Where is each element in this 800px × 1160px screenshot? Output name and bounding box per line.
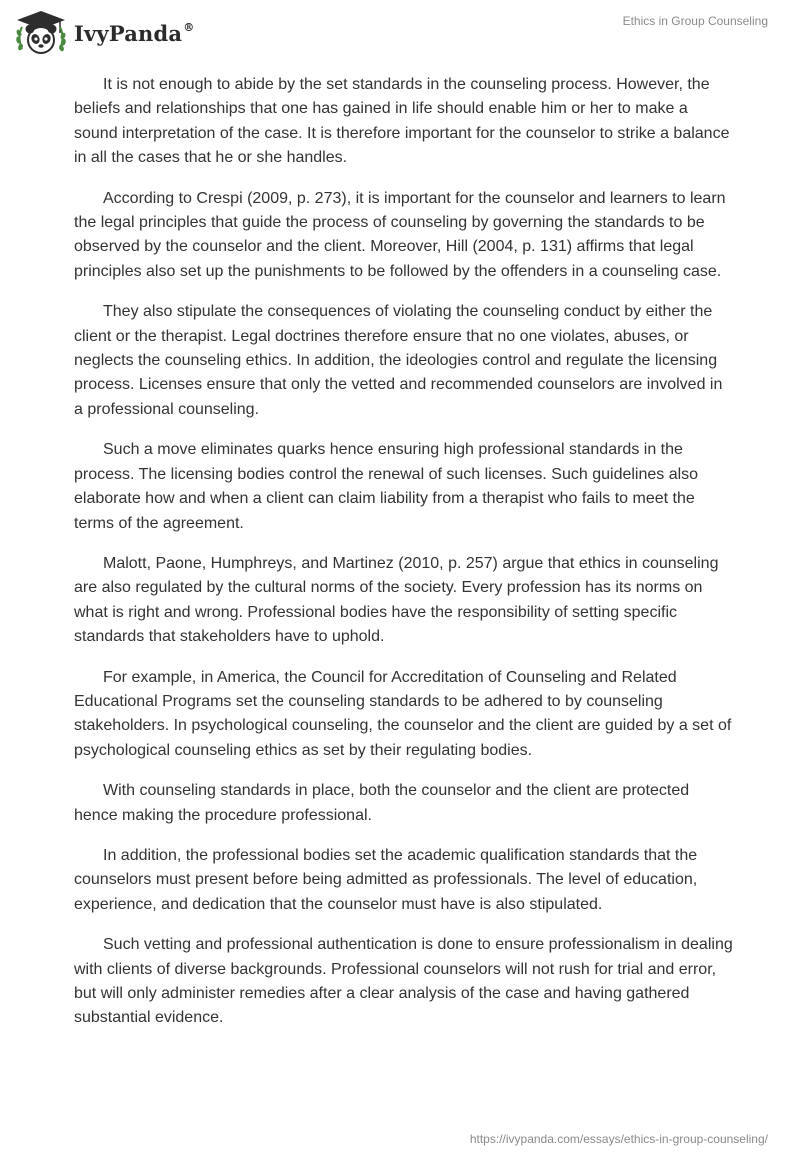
registered-mark: ® [183, 20, 195, 34]
source-url[interactable]: https://ivypanda.com/essays/ethics-in-group-counseling/ [469, 1132, 768, 1146]
brand-name: IvyPanda® [74, 20, 195, 46]
paragraph: Such vetting and professional authentication is done to ensure professionalism in dealing with clients of diverse backgrounds. Professional counselors will not rush for trial and error, but will only administer remedies after a clear analysis of the case and having gathered substantial evidence. [74, 936, 733, 1027]
paragraph: Malott, Paone, Humphreys, and Martinez (2010, p. 257) argue that ethics in counseling are also regulated by the cultural norms of the society. Every profession has its norms on what is right and wrong. Professional bodies have the responsibility of setting specific standards that stakeholders have to uphold. [74, 554, 719, 646]
page-header [0, 0, 800, 70]
essay-body [74, 73, 734, 1047]
paragraph: They also stipulate the consequences of violating the counseling conduct by either the client or the therapist. Legal doctrines therefore ensure that no one violates, abuses, or neglects the counseling ethics. In addition, the ideologies control and regulate the licensing process. Licenses ensure that only the vetted and recommended counselors are involved in a professional counseling. [74, 303, 723, 418]
paragraph: With counseling standards in place, both the counselor and the client are protected hence making the procedure professional. [74, 782, 690, 824]
paragraph: Such a move eliminates quarks hence ensuring high professional standards in the process. The licensing bodies control the renewal of such licenses. Such guidelines also elaborate how and when a client can claim liability from a therapist who fails to meet the terms of the agreement. [74, 441, 699, 532]
paragraph: It is not enough to abide by the set standards in the counseling process. However, the beliefs and relationships that one has gained in life should enable him or her to make a sound interpretation of the case. It is therefore important for the counselor to strike a balance in all the cases that he or she handles. [74, 76, 730, 167]
ivypanda-logo[interactable] [14, 9, 194, 55]
panda-graduation-cap-icon [14, 9, 68, 55]
document-title: Ethics in Group Counseling [622, 14, 768, 28]
paragraph: For example, in America, the Council for Accreditation of Counseling and Related Educational Programs set the counseling standards to be adhered to by counseling stakeholders. In psychological counseling, the counselor and the client are guided by a set of psychological counseling ethics as set by their regulating bodies. [74, 668, 732, 759]
paragraph: In addition, the professional bodies set the academic qualification standards that the counselors must present before being admitted as professionals. The level of education, experience, and dedication that the counselor must have is also stipulated. [74, 846, 698, 913]
paragraph: According to Crespi (2009, p. 273), it is important for the counselor and learners to learn the legal principles that guide the process of counseling by governing the standards to be observed by the counselor and the client. Moreover, Hill (2004, p. 131) affirms that legal principles also set up the punishments to be followed by the offenders in a counseling case. [74, 189, 726, 280]
